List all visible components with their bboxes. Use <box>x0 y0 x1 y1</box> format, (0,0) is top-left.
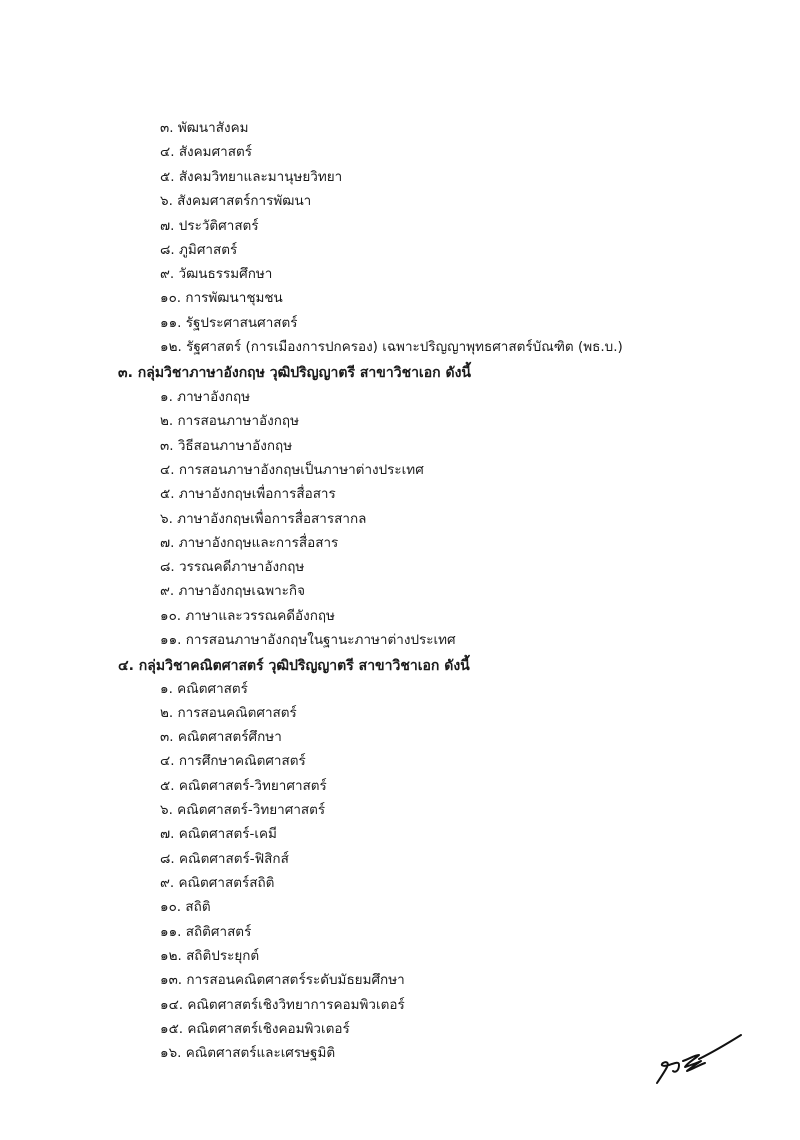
list-item: ๑๑. การสอนภาษาอังกฤษในฐานะภาษาต่างประเทศ <box>160 632 456 648</box>
list-item: ๖. สังคมศาสตร์การพัฒนา <box>160 193 312 209</box>
list-item: ๕. สังคมวิทยาและมานุษยวิทยา <box>160 169 343 185</box>
list-item: ๑. คณิตศาสตร์ <box>160 681 248 697</box>
list-item: ๔. การศึกษาคณิตศาสตร์ <box>160 753 306 769</box>
list-item: ๒. การสอนคณิตศาสตร์ <box>160 705 297 721</box>
section-heading-english: ๓. กลุ่มวิชาภาษาอังกฤษ วุฒิปริญญาตรี สาขาวิชาเอก ดังนี้ <box>118 365 471 381</box>
list-item: ๖. คณิตศาสตร์-วิทยาศาสตร์ <box>160 802 326 818</box>
list-item: ๗. ประวัติศาสตร์ <box>160 218 259 234</box>
list-item: ๘. คณิตศาสตร์-ฟิสิกส์ <box>160 851 289 867</box>
list-item: ๓. วิธีสอนภาษาอังกฤษ <box>160 438 293 454</box>
list-item: ๗. คณิตศาสตร์-เคมี <box>160 826 277 842</box>
list-item: ๑๔. คณิตศาสตร์เชิงวิทยาการคอมพิวเตอร์ <box>160 997 405 1013</box>
list-item: ๓. พัฒนาสังคม <box>160 120 249 136</box>
list-item: ๑๖. คณิตศาสตร์และเศรษฐมิติ <box>160 1045 336 1061</box>
list-item: ๑๑. สถิติศาสตร์ <box>160 924 252 940</box>
list-item: ๕. ภาษาอังกฤษเพื่อการสื่อสาร <box>160 486 336 502</box>
list-item: ๔. การสอนภาษาอังกฤษเป็นภาษาต่างประเทศ <box>160 462 424 478</box>
list-item: ๕. คณิตศาสตร์-วิทยาศาสตร์ <box>160 778 327 794</box>
section-heading-mathematics: ๔. กลุ่มวิชาคณิตศาสตร์ วุฒิปริญญาตรี สาขาวิชาเอก ดังนี้ <box>118 658 470 674</box>
list-item: ๑๕. คณิตศาสตร์เชิงคอมพิวเตอร์ <box>160 1021 350 1037</box>
list-item: ๑๐. การพัฒนาชุมชน <box>160 290 283 306</box>
list-item: ๗. ภาษาอังกฤษและการสื่อสาร <box>160 535 339 551</box>
list-item: ๙. ภาษาอังกฤษเฉพาะกิจ <box>160 583 306 599</box>
list-item: ๔. สังคมศาสตร์ <box>160 144 252 160</box>
list-item: ๓. คณิตศาสตร์ศึกษา <box>160 729 282 745</box>
list-item: ๑๒. รัฐศาสตร์ (การเมืองการปกครอง) เฉพาะปริญญาพุทธศาสตร์บัณฑิต (พธ.บ.) <box>160 339 623 355</box>
list-item: ๙. คณิตศาสตร์สถิติ <box>160 875 275 891</box>
list-item: ๑๓. การสอนคณิตศาสตร์ระดับมัธยมศึกษา <box>160 972 405 988</box>
list-item: ๘. วรรณคดีภาษาอังกฤษ <box>160 559 305 575</box>
list-item: ๑๐. ภาษาและวรรณคดีอังกฤษ <box>160 608 335 624</box>
list-item: ๑๐. สถิติ <box>160 899 211 915</box>
list-item: ๑๑. รัฐประศาสนศาสตร์ <box>160 315 298 331</box>
list-item: ๒. การสอนภาษาอังกฤษ <box>160 413 299 429</box>
signature-icon <box>655 1033 745 1088</box>
list-item: ๙. วัฒนธรรมศึกษา <box>160 266 273 282</box>
list-item: ๘. ภูมิศาสตร์ <box>160 242 238 258</box>
list-item: ๖. ภาษาอังกฤษเพื่อการสื่อสารสากล <box>160 511 367 527</box>
list-item: ๑๒. สถิติประยุกต์ <box>160 948 260 964</box>
list-item: ๑. ภาษาอังกฤษ <box>160 389 251 405</box>
